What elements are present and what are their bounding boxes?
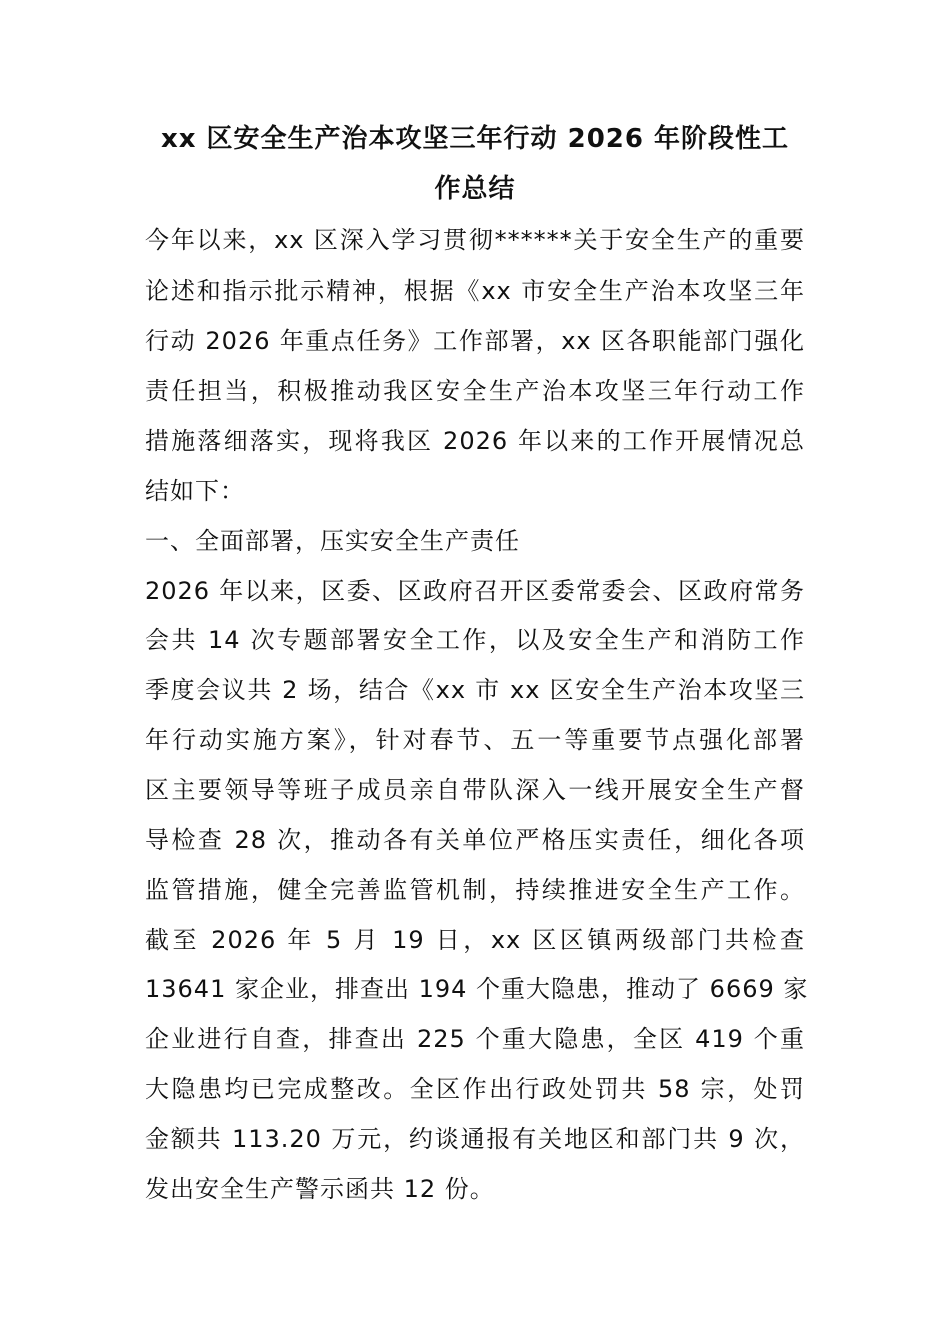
paragraph-line: 企业进行自查，排查出 225 个重大隐患，全区 419 个重 bbox=[145, 1025, 805, 1053]
paragraph-line: 2026 年以来，区委、区政府召开区委常委会、区政府常务 bbox=[145, 577, 805, 605]
paragraph-line: 监管措施，健全完善监管机制，持续推进安全生产工作。 bbox=[145, 876, 805, 904]
paragraph-line: 大隐患均已完成整改。全区作出行政处罚共 58 宗，处罚 bbox=[145, 1075, 805, 1103]
paragraph-line: 导检查 28 次，推动各有关单位严格压实责任，细化各项 bbox=[145, 826, 805, 854]
paragraph-line: 结如下： bbox=[145, 477, 245, 505]
paragraph-line: 会共 14 次专题部署安全工作，以及安全生产和消防工作 bbox=[145, 626, 805, 654]
document-title-line-1: xx 区安全生产治本攻坚三年行动 2026 年阶段性工 bbox=[160, 124, 790, 154]
paragraph-line: 措施落细落实，现将我区 2026 年以来的工作开展情况总 bbox=[145, 427, 805, 455]
paragraph-line: 13641 家企业，排查出 194 个重大隐患，推动了 6669 家 bbox=[145, 975, 809, 1003]
paragraph-line: 季度会议共 2 场，结合《xx 市 xx 区安全生产治本攻坚三 bbox=[145, 676, 805, 704]
paragraph-line: 年行动实施方案》，针对春节、五一等重要节点强化部署 bbox=[145, 726, 805, 754]
paragraph-line: 截至 2026 年 5 月 19 日，xx 区区镇两级部门共检查 bbox=[145, 926, 805, 954]
paragraph-line: 金额共 113.20 万元，约谈通报有关地区和部门共 9 次， bbox=[145, 1125, 805, 1153]
document-title-line-2: 作总结 bbox=[434, 174, 516, 204]
paragraph-line: 行动 2026 年重点任务》工作部署，xx 区各职能部门强化 bbox=[145, 327, 805, 355]
paragraph-line: 今年以来，xx 区深入学习贯彻******关于安全生产的重要 bbox=[145, 226, 805, 254]
paragraph-line: 责任担当，积极推动我区安全生产治本攻坚三年行动工作 bbox=[145, 377, 805, 405]
paragraph-line: 发出安全生产警示函共 12 份。 bbox=[145, 1175, 495, 1203]
section-heading: 一、全面部署，压实安全生产责任 bbox=[145, 527, 520, 555]
paragraph-line: 论述和指示批示精神，根据《xx 市安全生产治本攻坚三年 bbox=[145, 277, 805, 305]
paragraph-line: 区主要领导等班子成员亲自带队深入一线开展安全生产督 bbox=[145, 776, 805, 804]
